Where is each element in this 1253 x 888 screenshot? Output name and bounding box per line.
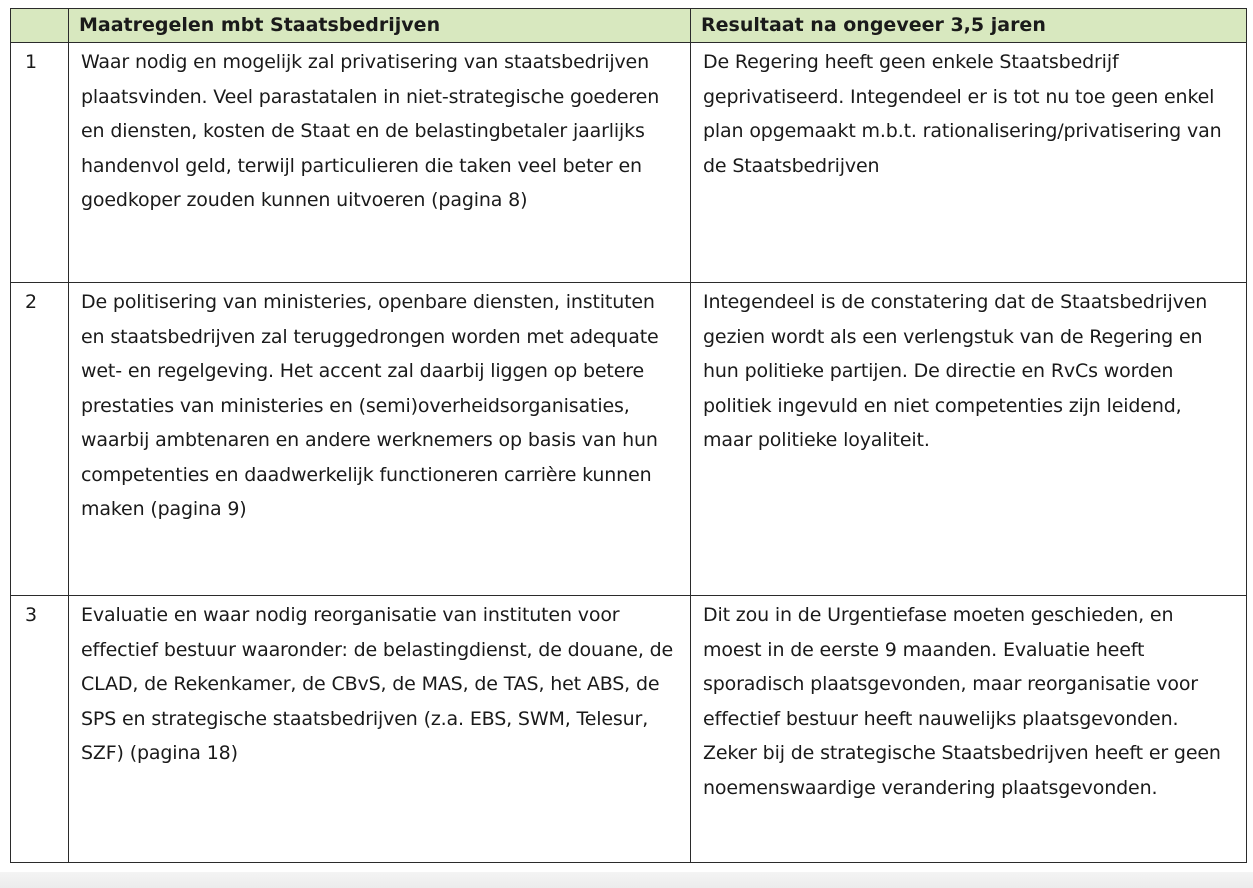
- result-cell: Dit zou in de Urgentiefase moeten geschieden, en moest in de eerste 9 maanden. Evaluatie heeft sporadisch plaatsgevonden, maar reorganisatie voor effectief bestuur heeft nauwelijks plaatsgevonden. Zeker bij de strategische Staatsbedrijven heeft er geen noemenswaardige verandering plaatsgevonden.: [691, 596, 1247, 863]
- result-cell: Integendeel is de constatering dat de Staatsbedrijven gezien wordt als een verlengstuk van de Regering en hun politieke partijen. De directie en RvCs worden politiek ingevuld en niet competenties zijn leidend, maar politieke loyaliteit.: [691, 283, 1247, 596]
- row-number: 3: [11, 596, 69, 863]
- header-result: Resultaat na ongeveer 3,5 jaren: [691, 9, 1247, 43]
- table-row: [11, 283, 1247, 596]
- table-header-row: [11, 9, 1247, 43]
- table-row: [11, 43, 1247, 283]
- row-number: 1: [11, 43, 69, 283]
- header-number: [11, 9, 69, 43]
- row-number: 2: [11, 283, 69, 596]
- measure-cell: Evaluatie en waar nodig reorganisatie van instituten voor effectief bestuur waaronder: de belastingdienst, de douane, de CLAD, de Rekenkamer, de CBvS, de MAS, de TAS, het ABS, de SPS en strategische staatsbedrijven (z.a. EBS, SWM, Telesur, SZF) (pagina 18): [69, 596, 691, 863]
- header-measures: Maatregelen mbt Staatsbedrijven: [69, 9, 691, 43]
- result-cell: De Regering heeft geen enkele Staatsbedrijf geprivatiseerd. Integendeel er is tot nu toe geen enkel plan opgemaakt m.b.t. rationalisering/privatisering van de Staatsbedrijven: [691, 43, 1247, 283]
- measure-cell: De politisering van ministeries, openbare diensten, instituten en staatsbedrijven zal teruggedrongen worden met adequate wet- en regelgeving. Het accent zal daarbij liggen op betere prestaties van ministeries en (semi)overheidsorganisaties, waarbij ambtenaren en andere werknemers op basis van hun competenties en daadwerkelijk functioneren carrière kunnen maken (pagina 9): [69, 283, 691, 596]
- table-row: [11, 596, 1247, 863]
- measure-cell: Waar nodig en mogelijk zal privatisering van staatsbedrijven plaatsvinden. Veel parastatalen in niet-strategische goederen en diensten, kosten de Staat en de belastingbetaler jaarlijks handenvol geld, terwijl particulieren die taken veel beter en goedkoper zouden kunnen uitvoeren (pagina 8): [69, 43, 691, 283]
- page-bottom-shade: [0, 872, 1253, 888]
- measures-table: [10, 8, 1247, 863]
